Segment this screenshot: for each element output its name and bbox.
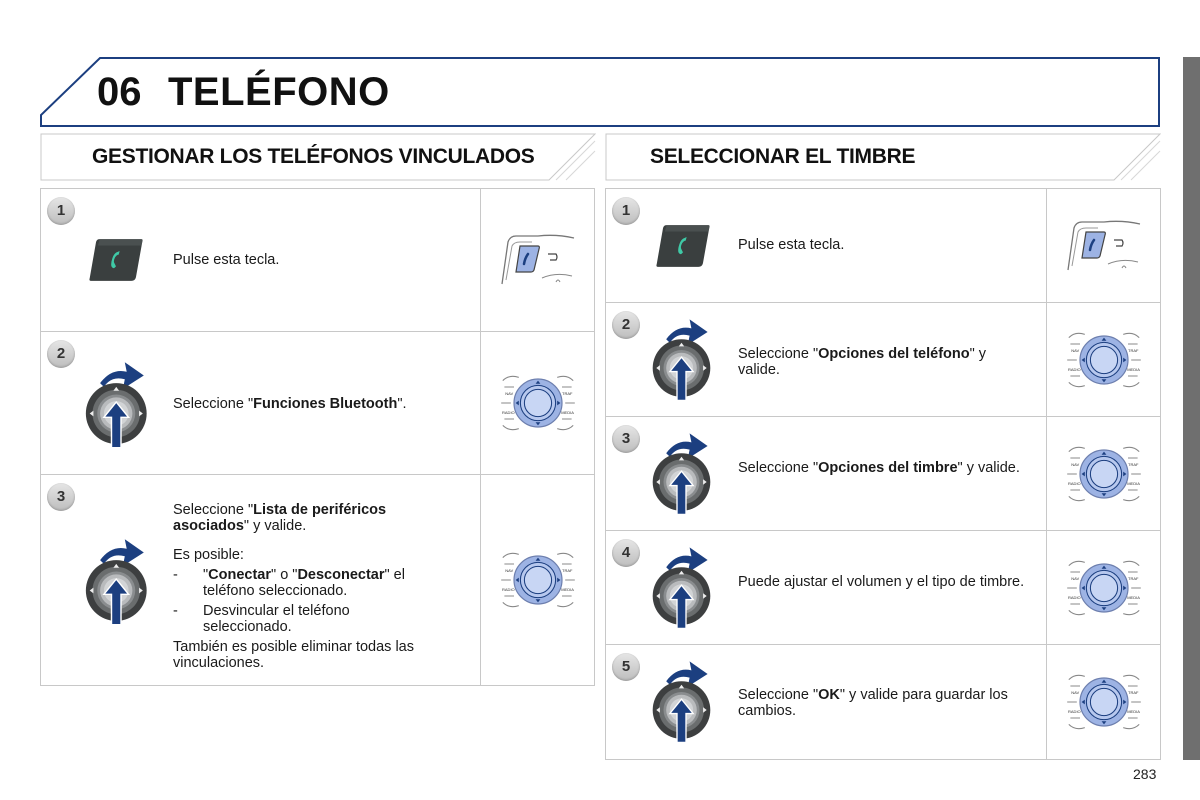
chapter-side-tab — [1183, 57, 1200, 760]
step-number-badge: 4 — [612, 539, 640, 567]
step-number-badge: 5 — [612, 653, 640, 681]
phone-key-icon — [87, 235, 145, 285]
step-text: Pulse esta tecla. — [738, 237, 845, 253]
step-text: Seleccione "OK" y valide para guardar los cambios. — [738, 687, 1008, 719]
step-text: Seleccione "Opciones del teléfono" y valide. — [738, 346, 987, 378]
step-thumbnail — [1046, 645, 1160, 759]
step-thumbnail — [1046, 303, 1160, 416]
step-thumbnail — [480, 475, 594, 685]
step-text: Seleccione "Funciones Bluetooth". — [173, 396, 407, 412]
dashboard-phone-key-icon — [497, 232, 579, 288]
control-wheel-icon — [488, 363, 588, 443]
right-step-3 — [605, 416, 1161, 531]
right-section-header — [605, 133, 1161, 181]
step-thumbnail — [1046, 417, 1160, 530]
chapter-number: 06 — [97, 70, 142, 114]
step-number-badge: 3 — [612, 425, 640, 453]
step-thumbnail — [480, 332, 594, 474]
step-number-badge: 2 — [612, 311, 640, 339]
bullet-item: - Desvincular el teléfono seleccionado. — [173, 603, 350, 635]
rotary-knob-icon — [83, 533, 159, 629]
control-wheel-icon — [488, 540, 588, 620]
step-text: Seleccione "Lista de periféricos asociados" y valide. Es posible: - "Conectar" o "Desconectar" el teléfono seleccionado. - Desvincular el teléfono seleccionado. También es posible eliminar todas las vinculaciones. — [173, 502, 438, 671]
right-step-4 — [605, 530, 1161, 645]
step-number-badge: 2 — [47, 340, 75, 368]
left-section-title: GESTIONAR LOS TELÉFONOS VINCULADOS — [92, 145, 535, 168]
left-section-header — [40, 133, 596, 181]
left-step-2 — [40, 331, 595, 475]
possible-label: Es posible: — [173, 547, 244, 563]
step-number-badge: 3 — [47, 483, 75, 511]
control-wheel-icon — [1054, 434, 1154, 514]
right-step-1 — [605, 188, 1161, 303]
bullet-item: - "Conectar" o "Desconectar" el teléfono seleccionado. — [173, 567, 405, 599]
step-thumbnail — [1046, 531, 1160, 644]
chapter-title: TELÉFONO — [168, 70, 390, 114]
step-thumbnail — [1046, 189, 1160, 302]
rotary-knob-icon — [83, 356, 159, 452]
control-wheel-icon — [1054, 662, 1154, 742]
right-step-2 — [605, 302, 1161, 417]
step-number-badge: 1 — [612, 197, 640, 225]
step-text: Puede ajustar el volumen y el tipo de timbre. — [738, 574, 1025, 590]
right-step-5 — [605, 644, 1161, 760]
control-wheel-icon — [1054, 548, 1154, 628]
step-number-badge: 1 — [47, 197, 75, 225]
rotary-knob-icon — [650, 427, 722, 519]
dashboard-phone-key-icon — [1063, 218, 1145, 274]
rotary-knob-icon — [650, 313, 722, 405]
page-number: 283 — [1133, 766, 1157, 782]
step-text: Seleccione "Opciones del timbre" y valide. — [738, 460, 1020, 476]
step-thumbnail — [480, 189, 594, 331]
rotary-knob-icon — [650, 541, 722, 633]
left-step-1 — [40, 188, 595, 332]
control-wheel-icon — [1054, 320, 1154, 400]
right-section-title: SELECCIONAR EL TIMBRE — [650, 145, 916, 168]
rotary-knob-icon — [650, 655, 722, 747]
left-step-3 — [40, 474, 595, 686]
phone-key-icon — [654, 221, 712, 271]
step-text: Pulse esta tecla. — [173, 252, 280, 268]
footer-note: También es posible eliminar todas las vinculaciones. — [173, 639, 414, 671]
